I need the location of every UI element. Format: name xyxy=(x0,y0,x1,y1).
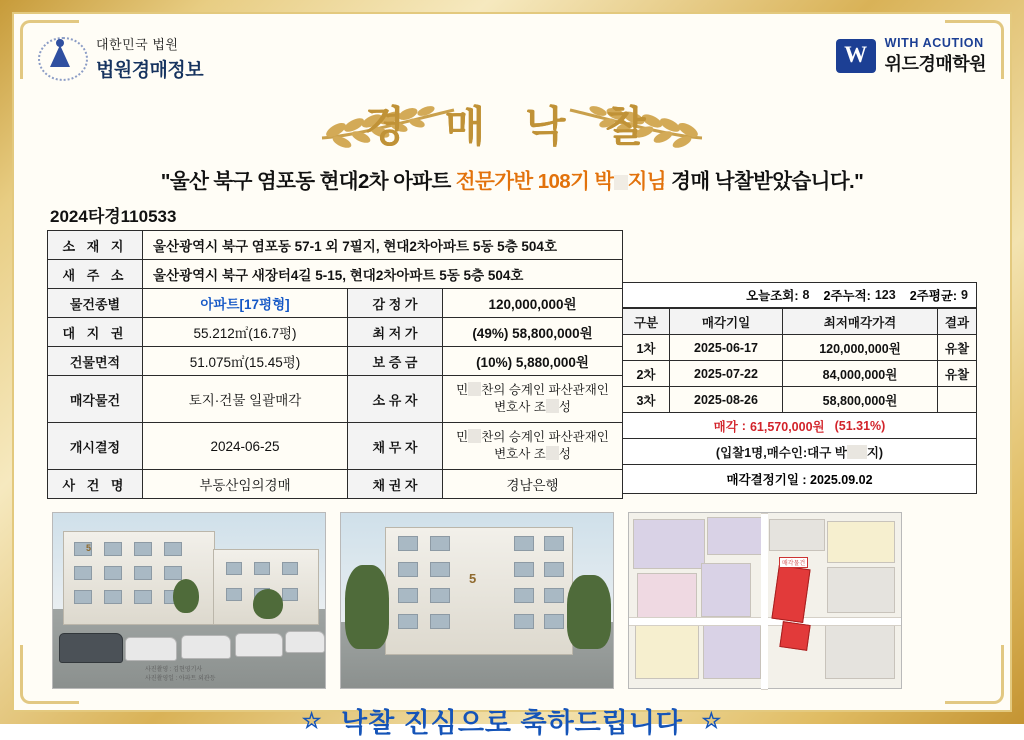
headline-highlight-tail: 지님 xyxy=(627,170,667,193)
round-2: 2차 xyxy=(623,361,670,387)
today-views-label: 오늘조회: xyxy=(746,289,799,303)
value-building-area: 51.075㎡(15.45평) xyxy=(143,347,348,376)
court-emblem-icon xyxy=(36,35,88,81)
date-3: 2025-08-26 xyxy=(670,387,783,413)
star-right-icon: ☆ xyxy=(701,708,723,733)
sold-label: 매각 xyxy=(713,419,738,434)
sold-result-line: 매각 : 61,570,000원 (51.31%) xyxy=(622,413,977,439)
value-property-type: 아파트[17평형] xyxy=(143,289,348,318)
today-views-value: 8 xyxy=(802,288,810,302)
table-row xyxy=(48,289,623,318)
value-sale-object: 토지·건물 일괄매각 xyxy=(143,376,348,423)
value-new-address: 울산광역시 북구 새장터4길 5-15, 현대2차아파트 5동 5층 504호 xyxy=(143,260,623,289)
value-address: 울산광역시 북구 염포동 57-1 외 7필지, 현대2차아파트 5동 5층 504호 xyxy=(143,231,623,260)
table-row xyxy=(48,260,623,289)
redaction-mark xyxy=(847,445,867,459)
result-2: 유찰 xyxy=(938,361,977,387)
header-round: 구분 xyxy=(623,309,670,335)
value-creditor: 경남은행 xyxy=(443,470,623,499)
court-logo-text xyxy=(96,34,203,82)
case-number: 2024타경110533 xyxy=(50,207,177,226)
table-row xyxy=(48,318,623,347)
date-1: 2025-06-17 xyxy=(670,335,783,361)
redaction-mark xyxy=(546,446,559,460)
court-logo xyxy=(36,34,203,82)
congrats-text: 낙찰 진심으로 축하드립니다 xyxy=(341,708,683,738)
twoweek-label: 2주누적: xyxy=(823,289,871,303)
property-info-area xyxy=(47,230,977,499)
photo-exterior-front xyxy=(52,512,326,689)
header-result: 결과 xyxy=(938,309,977,335)
title-block xyxy=(14,88,1010,160)
star-left-icon: ☆ xyxy=(301,708,323,733)
value-deposit: (10%) 5,880,000원 xyxy=(443,347,623,376)
headline xyxy=(14,164,1010,194)
table-row xyxy=(623,335,977,361)
academy-name-en: WITH ACUTION xyxy=(884,36,984,50)
sold-rate: (51.31%) xyxy=(834,418,886,433)
label-building-area: 건물면적 xyxy=(48,347,143,376)
table-row xyxy=(48,347,623,376)
header-min-price: 최저매각가격 xyxy=(783,309,938,335)
label-start-decision: 개시결정 xyxy=(48,423,143,470)
academy-logo-text xyxy=(885,36,986,76)
bidder-suffix: 지) xyxy=(866,445,884,460)
label-property-type: 물건종별 xyxy=(48,289,143,318)
redaction-mark xyxy=(546,399,559,413)
photo-caption: 사진촬영 : 김현영기사 사진촬영일 : 아파트 외관등 xyxy=(145,667,216,682)
view-stats xyxy=(622,282,977,308)
map-subject-tag: 매각물건 xyxy=(779,557,808,568)
label-deposit: 보 증 금 xyxy=(348,347,443,376)
bidder-prefix: (입찰1명,매수인:대구 박 xyxy=(715,445,847,460)
label-debtor: 채 무 자 xyxy=(348,423,443,470)
poster-header xyxy=(14,14,1010,92)
label-sale-object: 매각물건 xyxy=(48,376,143,423)
twoweek-value: 123 xyxy=(874,288,896,302)
label-min-price: 최 저 가 xyxy=(348,318,443,347)
round-3: 3차 xyxy=(623,387,670,413)
building-number-badge: 5 xyxy=(86,543,92,553)
value-min-price: (49%) 58,800,000원 xyxy=(443,318,623,347)
headline-suffix: 경매 낙찰받았습니다." xyxy=(666,170,864,193)
value-appraisal: 120,000,000원 xyxy=(443,289,623,318)
redaction-mark xyxy=(468,429,481,443)
bidder-line xyxy=(622,439,977,465)
avg-value: 9 xyxy=(961,288,968,302)
court-title: 법원경매정보 xyxy=(96,60,204,81)
result-1: 유찰 xyxy=(938,335,977,361)
decision-date-line: 매각결정기일 : 2025.09.02 xyxy=(622,465,977,494)
photo-exterior-side xyxy=(340,512,614,689)
property-table xyxy=(47,230,623,499)
academy-logo xyxy=(836,36,986,76)
sold-amount: 61,570,000원 xyxy=(749,419,825,434)
court-subtitle: 대한민국 법원 xyxy=(96,37,179,52)
date-2: 2025-07-22 xyxy=(670,361,783,387)
redaction-mark xyxy=(614,175,628,190)
headline-prefix: "울산 북구 염포동 현대2차 아파트 xyxy=(160,170,456,193)
price-2: 84,000,000원 xyxy=(783,361,938,387)
value-owner: 민 찬의 승계인 파산관재인 변호사 조 성 xyxy=(443,376,623,423)
value-case-name: 부동산임의경매 xyxy=(143,470,348,499)
header-date: 매각기일 xyxy=(670,309,783,335)
table-row xyxy=(48,470,623,499)
table-row xyxy=(623,361,977,387)
redaction-mark xyxy=(468,382,481,396)
table-row xyxy=(48,423,623,470)
headline-highlight: 전문가반 108기 박 xyxy=(455,170,614,193)
result-3 xyxy=(938,387,977,413)
label-land-right: 대 지 권 xyxy=(48,318,143,347)
academy-name-ko: 위드경매학원 xyxy=(884,54,986,74)
table-row xyxy=(48,376,623,423)
corner-ornament-bottom-right xyxy=(945,645,1004,704)
label-creditor: 채 권 자 xyxy=(348,470,443,499)
label-address: 소 재 지 xyxy=(48,231,143,260)
label-new-address: 새 주 소 xyxy=(48,260,143,289)
congrats-footer xyxy=(14,701,1010,740)
label-appraisal: 감 정 가 xyxy=(348,289,443,318)
label-case-name: 사 건 명 xyxy=(48,470,143,499)
round-1: 1차 xyxy=(623,335,670,361)
schedule-header-row xyxy=(623,309,977,335)
with-acution-mark-icon xyxy=(836,39,876,73)
building-number-badge: 5 xyxy=(469,571,477,586)
auction-schedule-area xyxy=(622,282,977,494)
photo-cadastral-map xyxy=(628,512,902,689)
page-title: 경 매 낙 찰 xyxy=(364,88,659,154)
table-row xyxy=(623,387,977,413)
table-row xyxy=(48,231,623,260)
value-debtor: 민 찬의 승계인 파산관재인 변호사 조 성 xyxy=(443,423,623,470)
poster-inner xyxy=(12,12,1012,738)
price-3: 58,800,000원 xyxy=(783,387,938,413)
value-land-right: 55.212㎡(16.7평) xyxy=(143,318,348,347)
schedule-table xyxy=(622,308,977,413)
label-owner: 소 유 자 xyxy=(348,376,443,423)
avg-label: 2주평균: xyxy=(909,289,958,303)
price-1: 120,000,000원 xyxy=(783,335,938,361)
photo-row xyxy=(52,512,972,689)
value-start-decision: 2024-06-25 xyxy=(143,423,348,470)
